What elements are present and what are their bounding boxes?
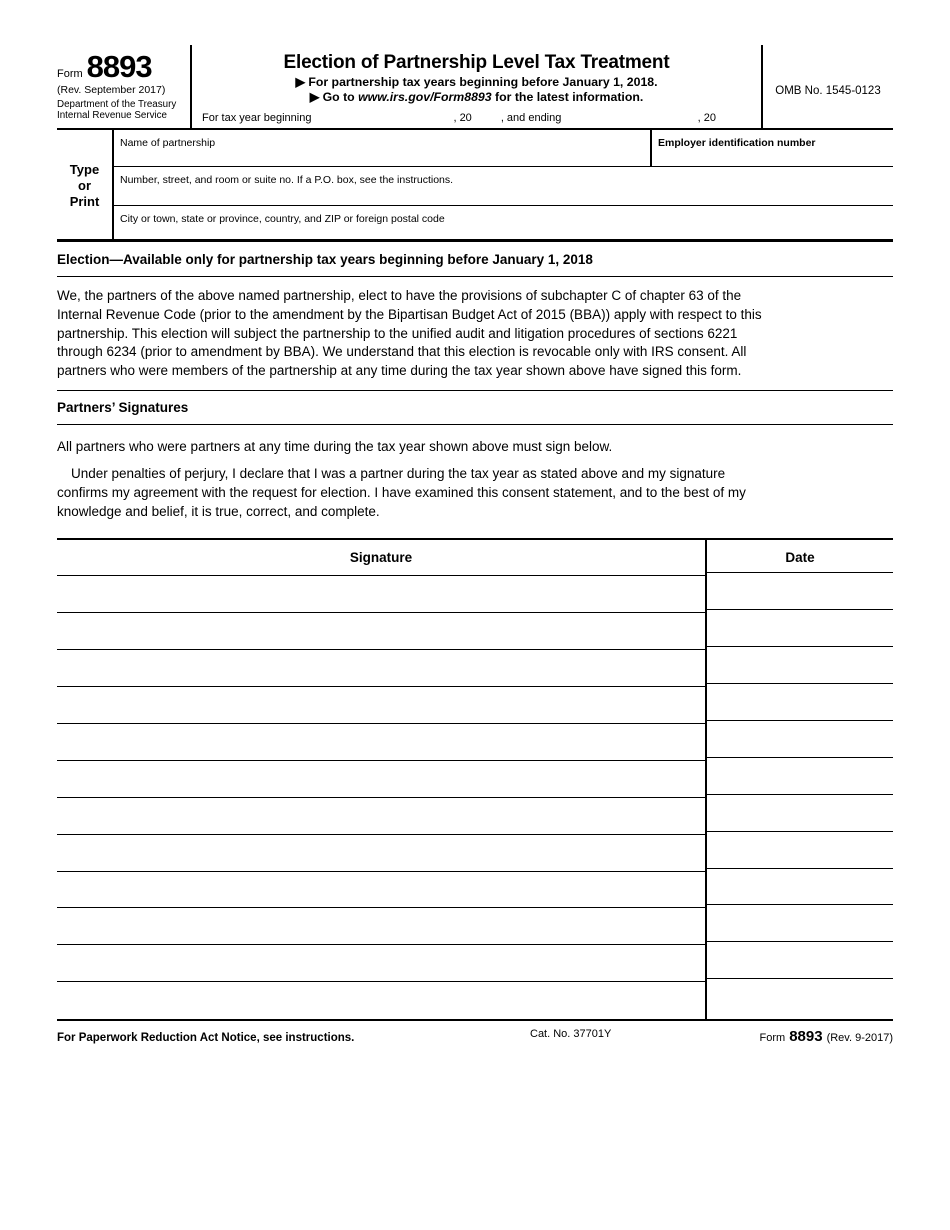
date-cell[interactable] (707, 684, 893, 721)
date-cell[interactable] (707, 721, 893, 758)
paperwork-notice: For Paperwork Reduction Act Notice, see instructions. (57, 1032, 355, 1045)
form-subtitle-2: ▶ Go to www.irs.gov/Form8893 for the latest information. (309, 90, 644, 104)
form-revision: (Rev. September 2017) (57, 84, 166, 96)
footer-form-word: Form (759, 1032, 786, 1045)
date-cell[interactable] (707, 610, 893, 647)
signature-cell[interactable] (57, 945, 705, 982)
form-subtitle-1: ▶ For partnership tax years beginning before January 1, 2018. (295, 75, 658, 89)
partners-signatures-heading: Partners’ Signatures (57, 390, 893, 425)
form-header (57, 45, 893, 130)
date-cell[interactable] (707, 979, 893, 1016)
signature-cell[interactable] (57, 835, 705, 872)
partnership-name-field[interactable] (114, 130, 650, 167)
date-column-header: Date (707, 540, 893, 573)
tax-year-ending-label: , and ending (500, 112, 562, 124)
catalog-number: Cat. No. 37701Y (530, 1028, 612, 1041)
omb-number: OMB No. 1545-0123 (775, 85, 881, 97)
partnership-name-label: Name of partnership (120, 137, 216, 149)
date-cell[interactable] (707, 758, 893, 795)
agency-line-1: Department of the Treasury (57, 99, 177, 110)
tax-year-line (192, 112, 761, 128)
form-title: Election of Partnership Level Tax Treatment (283, 52, 670, 73)
tax-year-begin-20: , 20 (453, 112, 472, 124)
signature-cell[interactable] (57, 761, 705, 798)
date-cell[interactable] (707, 832, 893, 869)
date-column (705, 540, 893, 1019)
date-cell[interactable] (707, 573, 893, 610)
signature-table (57, 538, 893, 1021)
tax-year-ending-20: , 20 (697, 112, 716, 124)
type-or-print-label: Type or Print (69, 162, 100, 209)
footer-form-number: 8893 (789, 1028, 823, 1046)
ein-label: Employer identification number (658, 137, 816, 149)
date-cell[interactable] (707, 795, 893, 832)
city-state-zip-label: City or town, state or province, country, and ZIP or foreign postal code (120, 213, 445, 225)
signature-cell[interactable] (57, 798, 705, 835)
signature-cell[interactable] (57, 650, 705, 687)
date-cell[interactable] (707, 942, 893, 979)
signature-column (57, 540, 705, 1019)
footer-revision: (Rev. 9-2017) (826, 1032, 893, 1045)
agency-line-2: Internal Revenue Service (57, 109, 168, 121)
street-address-label: Number, street, and room or suite no. If a P.O. box, see the instructions. (120, 174, 454, 186)
consent-paragraph: Under penalties of perjury, I declare that I was a partner during the tax year as stated above and my signature confirms my agreement with the request for election. I have examined this consent statement, and to the best of my knowledge and belief, it is true, correct, and complete. (57, 465, 746, 519)
signature-cell[interactable] (57, 613, 705, 650)
city-state-zip-field[interactable] (114, 206, 893, 239)
signature-cell[interactable] (57, 576, 705, 613)
signature-column-header: Signature (57, 540, 705, 576)
date-cell[interactable] (707, 905, 893, 942)
signature-cell[interactable] (57, 687, 705, 724)
footer-form-id (760, 1028, 893, 1045)
form-footer (57, 1028, 893, 1045)
form-page (57, 45, 893, 1045)
date-cell[interactable] (707, 647, 893, 684)
signature-cell[interactable] (57, 982, 705, 1019)
entity-section (57, 130, 893, 242)
form-number: 8893 (86, 49, 152, 84)
street-address-field[interactable] (114, 167, 893, 206)
sign-instruction: All partners who were partners at any time during the tax year shown above must sign below. (57, 438, 613, 454)
signature-cell[interactable] (57, 908, 705, 945)
form-title-block (190, 45, 763, 128)
omb-block (763, 45, 893, 128)
form-word-label: Form (57, 68, 83, 80)
form-number-block (57, 45, 190, 128)
signature-cell[interactable] (57, 872, 705, 909)
form-url: www.irs.gov/Form8893 (358, 90, 492, 104)
tax-year-begin-label: For tax year beginning (202, 112, 312, 124)
election-paragraph: We, the partners of the above named partnership, elect to have the provisions of subchapter C of chapter 63 of the Internal Revenue Code (prior to the amendment by the Bipartisan Budget Act of 2015 (BBA)) apply with respect to this partnership. This election will subject the partnership to the unified audit and litigation procedures of sections 6221 through 6234 (prior to amendment by BBA). We understand that this election is revocable only with IRS consent. All partners who were members of the partnership at any time during the tax year shown above have signed this form. (57, 288, 762, 379)
date-cell[interactable] (707, 869, 893, 906)
signature-cell[interactable] (57, 724, 705, 761)
ein-field[interactable] (650, 130, 893, 167)
election-heading: Election—Available only for partnership tax years beginning before January 1, 2018 (57, 242, 893, 277)
entity-fields (112, 130, 893, 239)
